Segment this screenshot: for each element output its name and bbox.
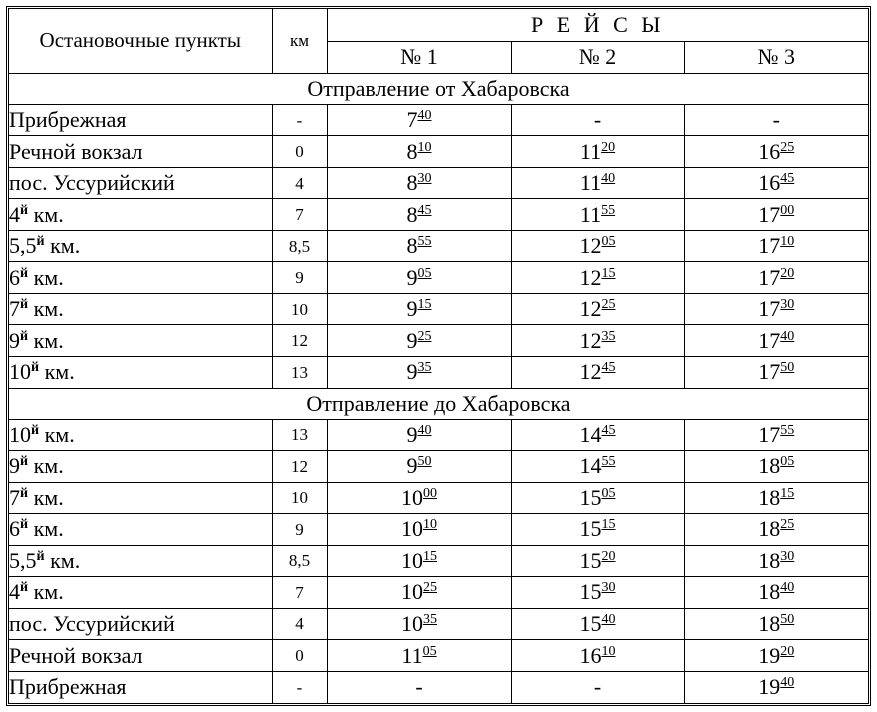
time-hours: 11 <box>401 642 423 668</box>
stop-ordinal-suffix: й <box>31 422 40 438</box>
departure-time <box>327 451 511 483</box>
stop-name-text: 4 <box>9 579 20 605</box>
stop-name-unit: км. <box>28 264 64 290</box>
stop-name <box>9 293 272 325</box>
stop-name <box>9 136 272 168</box>
time-minutes: 40 <box>601 611 616 627</box>
km-value: - <box>272 104 327 136</box>
table-row <box>9 136 868 168</box>
time-hours: 19 <box>758 642 781 668</box>
departure-time <box>684 230 868 262</box>
departure-time <box>327 482 511 514</box>
stop-name <box>9 262 272 294</box>
departure-time <box>327 136 511 168</box>
time-hours: 15 <box>579 579 602 605</box>
departure-time <box>327 514 511 546</box>
km-value: 4 <box>272 167 327 199</box>
time-hours: 10 <box>401 484 423 510</box>
km-value: - <box>272 671 327 703</box>
time-minutes: 15 <box>601 265 616 281</box>
departure-time <box>684 262 868 294</box>
time-minutes: 55 <box>601 454 616 470</box>
departure-time <box>327 671 511 703</box>
time-minutes: 35 <box>423 611 437 627</box>
time-minutes: 20 <box>780 643 795 659</box>
departure-time <box>511 514 684 546</box>
stop-name-text: 7 <box>9 296 20 322</box>
departure-time <box>684 451 868 483</box>
time-minutes: 40 <box>417 422 432 438</box>
km-value: 12 <box>272 325 327 357</box>
table-row <box>9 104 868 136</box>
time-minutes: 05 <box>601 234 616 250</box>
time-minutes: 30 <box>780 297 795 313</box>
departure-time <box>684 671 868 703</box>
time-hours: - <box>593 107 602 133</box>
departure-time <box>684 293 868 325</box>
table-row <box>9 230 868 262</box>
km-column-header: км <box>272 9 327 73</box>
stop-ordinal-suffix: й <box>20 580 29 596</box>
time-hours: 19 <box>758 674 781 700</box>
km-value: 13 <box>272 419 327 451</box>
time-hours: 9 <box>406 296 418 322</box>
section-title: Отправление от Хабаровска <box>9 73 868 104</box>
departure-time <box>684 136 868 168</box>
time-hours: 18 <box>758 453 781 479</box>
table-row <box>9 482 868 514</box>
time-minutes: 45 <box>780 171 795 187</box>
time-hours: 18 <box>758 547 781 573</box>
time-minutes: 45 <box>601 360 616 376</box>
stop-ordinal-suffix: й <box>20 485 29 501</box>
stop-name <box>9 357 272 389</box>
time-hours: 15 <box>579 547 602 573</box>
section-title: Отправление до Хабаровска <box>9 388 868 419</box>
time-hours: 11 <box>579 170 602 196</box>
departure-time <box>511 262 684 294</box>
stop-name-unit: км. <box>39 359 75 385</box>
departure-time <box>684 577 868 609</box>
departure-time <box>684 167 868 199</box>
table-row <box>9 199 868 231</box>
time-minutes: 40 <box>780 580 795 596</box>
departure-time <box>511 136 684 168</box>
time-minutes: 50 <box>417 454 432 470</box>
km-value: 8,5 <box>272 545 327 577</box>
departure-time <box>511 199 684 231</box>
time-minutes: 35 <box>417 360 432 376</box>
stop-name-text: пос. Уссурийский <box>9 610 175 636</box>
departure-time <box>511 167 684 199</box>
departure-time <box>511 357 684 389</box>
time-hours: 12 <box>579 296 602 322</box>
time-hours: 18 <box>758 579 781 605</box>
stop-name-text: 4 <box>9 201 20 227</box>
section-row <box>9 388 868 419</box>
stop-name-unit: км. <box>28 579 64 605</box>
time-hours: 7 <box>406 107 418 133</box>
km-value: 10 <box>272 482 327 514</box>
stop-ordinal-suffix: й <box>36 548 45 564</box>
table-row <box>9 514 868 546</box>
departure-time <box>511 451 684 483</box>
km-value: 12 <box>272 451 327 483</box>
time-hours: 10 <box>401 579 423 605</box>
time-minutes: 10 <box>601 643 616 659</box>
time-minutes: 20 <box>601 548 616 564</box>
stop-name <box>9 608 272 640</box>
time-minutes: 30 <box>601 580 616 596</box>
time-hours: - <box>772 107 780 133</box>
departure-time <box>327 325 511 357</box>
time-minutes: 10 <box>417 139 432 155</box>
departure-time <box>511 577 684 609</box>
table-row <box>9 262 868 294</box>
time-hours: 8 <box>406 170 418 196</box>
departure-time <box>684 104 868 136</box>
stop-name <box>9 514 272 546</box>
time-hours: 15 <box>579 610 602 636</box>
stop-name <box>9 325 272 357</box>
stop-name-text: 5,5 <box>9 547 37 573</box>
time-minutes: 00 <box>423 485 437 501</box>
time-minutes: 30 <box>780 548 795 564</box>
stop-name <box>9 199 272 231</box>
stop-name <box>9 482 272 514</box>
departure-time <box>511 293 684 325</box>
departure-time <box>684 419 868 451</box>
stop-name-text: Речной вокзал <box>9 138 143 164</box>
time-hours: 17 <box>758 264 781 290</box>
table-row <box>9 293 868 325</box>
time-hours: - <box>415 674 423 700</box>
time-hours: 12 <box>579 233 602 259</box>
stop-name <box>9 230 272 262</box>
table-row <box>9 325 868 357</box>
departure-time <box>684 514 868 546</box>
departure-time <box>511 545 684 577</box>
time-hours: 16 <box>579 642 602 668</box>
time-hours: 12 <box>579 264 602 290</box>
time-minutes: 15 <box>780 485 795 501</box>
time-minutes: 55 <box>601 202 616 218</box>
km-value: 7 <box>272 577 327 609</box>
time-minutes: 05 <box>601 485 616 501</box>
stop-name <box>9 104 272 136</box>
departure-time <box>511 325 684 357</box>
stops-column-header: Остановочные пункты <box>9 9 272 73</box>
table-row <box>9 357 868 389</box>
time-hours: 9 <box>406 453 418 479</box>
table-row <box>9 671 868 703</box>
time-hours: 17 <box>758 296 781 322</box>
time-minutes: 15 <box>601 517 616 533</box>
time-hours: 9 <box>406 264 418 290</box>
time-minutes: 55 <box>780 422 795 438</box>
stop-name <box>9 545 272 577</box>
time-minutes: 50 <box>780 611 795 627</box>
time-minutes: 00 <box>780 202 795 218</box>
table-row <box>9 167 868 199</box>
time-hours: 16 <box>758 170 781 196</box>
table-row <box>9 608 868 640</box>
stop-ordinal-suffix: й <box>20 202 29 218</box>
stop-name-text: 9 <box>9 327 20 353</box>
time-hours: 18 <box>758 516 781 542</box>
departure-time <box>327 104 511 136</box>
time-hours: 10 <box>401 516 423 542</box>
stop-name-text: Речной вокзал <box>9 642 143 668</box>
stop-ordinal-suffix: й <box>20 297 29 313</box>
stop-ordinal-suffix: й <box>20 265 29 281</box>
time-hours: 11 <box>579 138 602 164</box>
km-value: 7 <box>272 199 327 231</box>
schedule-table <box>9 9 868 703</box>
stop-ordinal-suffix: й <box>20 328 29 344</box>
departure-time <box>327 199 511 231</box>
departure-time <box>327 293 511 325</box>
time-hours: 12 <box>579 327 602 353</box>
stop-name <box>9 577 272 609</box>
time-minutes: 10 <box>423 517 437 533</box>
time-hours: - <box>593 674 602 700</box>
departure-time <box>327 577 511 609</box>
time-minutes: 10 <box>780 234 795 250</box>
time-minutes: 25 <box>417 328 432 344</box>
stop-name-text: 10 <box>9 359 31 385</box>
km-value: 4 <box>272 608 327 640</box>
time-hours: 10 <box>401 610 423 636</box>
km-value: 13 <box>272 357 327 389</box>
departure-time <box>327 357 511 389</box>
time-minutes: 25 <box>780 517 795 533</box>
time-hours: 18 <box>758 484 781 510</box>
time-hours: 17 <box>758 201 781 227</box>
time-hours: 9 <box>406 327 418 353</box>
stop-name-text: 6 <box>9 516 20 542</box>
stop-name-text: Прибрежная <box>9 674 127 700</box>
departure-time <box>511 671 684 703</box>
time-minutes: 45 <box>601 422 616 438</box>
departure-time <box>511 419 684 451</box>
km-value: 0 <box>272 136 327 168</box>
time-hours: 14 <box>579 453 602 479</box>
table-row <box>9 451 868 483</box>
run-1-header: № 1 <box>327 41 511 73</box>
time-hours: 15 <box>579 484 602 510</box>
time-hours: 11 <box>579 201 602 227</box>
time-minutes: 05 <box>417 265 432 281</box>
time-minutes: 55 <box>417 234 432 250</box>
stop-ordinal-suffix: й <box>20 454 29 470</box>
time-minutes: 40 <box>780 328 795 344</box>
departure-time <box>511 640 684 672</box>
time-minutes: 50 <box>780 360 795 376</box>
stop-name-unit: км. <box>28 484 64 510</box>
time-hours: 17 <box>758 233 781 259</box>
km-value: 10 <box>272 293 327 325</box>
stop-name <box>9 167 272 199</box>
stop-ordinal-suffix: й <box>36 234 45 250</box>
stop-name-text: 7 <box>9 484 20 510</box>
departure-time <box>327 419 511 451</box>
time-minutes: 40 <box>601 171 616 187</box>
km-value: 9 <box>272 514 327 546</box>
stop-name-unit: км. <box>44 547 81 573</box>
departure-time <box>684 199 868 231</box>
time-minutes: 25 <box>601 297 616 313</box>
time-hours: 16 <box>758 138 781 164</box>
stop-name-text: пос. Уссурийский <box>9 170 175 196</box>
table-row <box>9 419 868 451</box>
stop-name-unit: км. <box>28 453 64 479</box>
time-hours: 17 <box>758 359 781 385</box>
departure-time <box>327 230 511 262</box>
time-minutes: 45 <box>417 202 432 218</box>
stop-name-text: 10 <box>9 421 31 447</box>
stop-name-text: 5,5 <box>9 233 37 259</box>
time-hours: 9 <box>406 421 418 447</box>
km-value: 9 <box>272 262 327 294</box>
time-hours: 9 <box>406 359 418 385</box>
time-hours: 12 <box>579 359 602 385</box>
stop-name <box>9 419 272 451</box>
km-value: 0 <box>272 640 327 672</box>
time-hours: 17 <box>758 421 781 447</box>
time-minutes: 20 <box>780 265 795 281</box>
run-2-header: № 2 <box>511 41 684 73</box>
time-minutes: 40 <box>417 108 432 124</box>
time-minutes: 05 <box>422 643 437 659</box>
runs-header: Р Е Й С Ы <box>327 9 868 41</box>
departure-time <box>511 104 684 136</box>
time-hours: 10 <box>401 547 423 573</box>
stop-name-unit: км. <box>28 327 64 353</box>
time-minutes: 30 <box>417 171 432 187</box>
run-3-header: № 3 <box>684 41 868 73</box>
time-minutes: 20 <box>601 139 616 155</box>
time-minutes: 25 <box>423 580 437 596</box>
time-hours: 17 <box>758 327 781 353</box>
table-row <box>9 545 868 577</box>
departure-time <box>684 545 868 577</box>
schedule-frame <box>6 6 871 706</box>
departure-time <box>511 230 684 262</box>
table-row <box>9 640 868 672</box>
time-hours: 8 <box>406 138 418 164</box>
departure-time <box>327 608 511 640</box>
stop-name <box>9 671 272 703</box>
stop-name <box>9 451 272 483</box>
stop-name <box>9 640 272 672</box>
time-minutes: 15 <box>423 548 437 564</box>
departure-time <box>511 482 684 514</box>
departure-time <box>511 608 684 640</box>
departure-time <box>327 167 511 199</box>
departure-time <box>684 325 868 357</box>
time-minutes: 15 <box>417 297 432 313</box>
departure-time <box>684 640 868 672</box>
time-hours: 8 <box>406 233 418 259</box>
km-value: 8,5 <box>272 230 327 262</box>
stop-name-unit: км. <box>28 296 64 322</box>
departure-time <box>327 545 511 577</box>
stop-name-text: 6 <box>9 264 20 290</box>
departure-time <box>684 608 868 640</box>
stop-name-text: 9 <box>9 453 20 479</box>
departure-time <box>327 640 511 672</box>
stop-ordinal-suffix: й <box>20 517 29 533</box>
header-row-1 <box>9 9 868 41</box>
time-minutes: 25 <box>780 139 795 155</box>
departure-time <box>327 262 511 294</box>
departure-time <box>684 482 868 514</box>
section-row <box>9 73 868 104</box>
stop-name-unit: км. <box>28 516 64 542</box>
time-hours: 18 <box>758 610 781 636</box>
stop-name-text: Прибрежная <box>9 107 127 133</box>
stop-name-unit: км. <box>28 201 64 227</box>
table-row <box>9 577 868 609</box>
departure-time <box>684 357 868 389</box>
time-minutes: 35 <box>601 328 616 344</box>
stop-ordinal-suffix: й <box>31 360 40 376</box>
time-minutes: 40 <box>780 675 795 691</box>
time-minutes: 05 <box>780 454 795 470</box>
stop-name-unit: км. <box>39 421 75 447</box>
stop-name-unit: км. <box>44 233 81 259</box>
time-hours: 14 <box>579 421 602 447</box>
time-hours: 15 <box>579 516 602 542</box>
time-hours: 8 <box>406 201 418 227</box>
